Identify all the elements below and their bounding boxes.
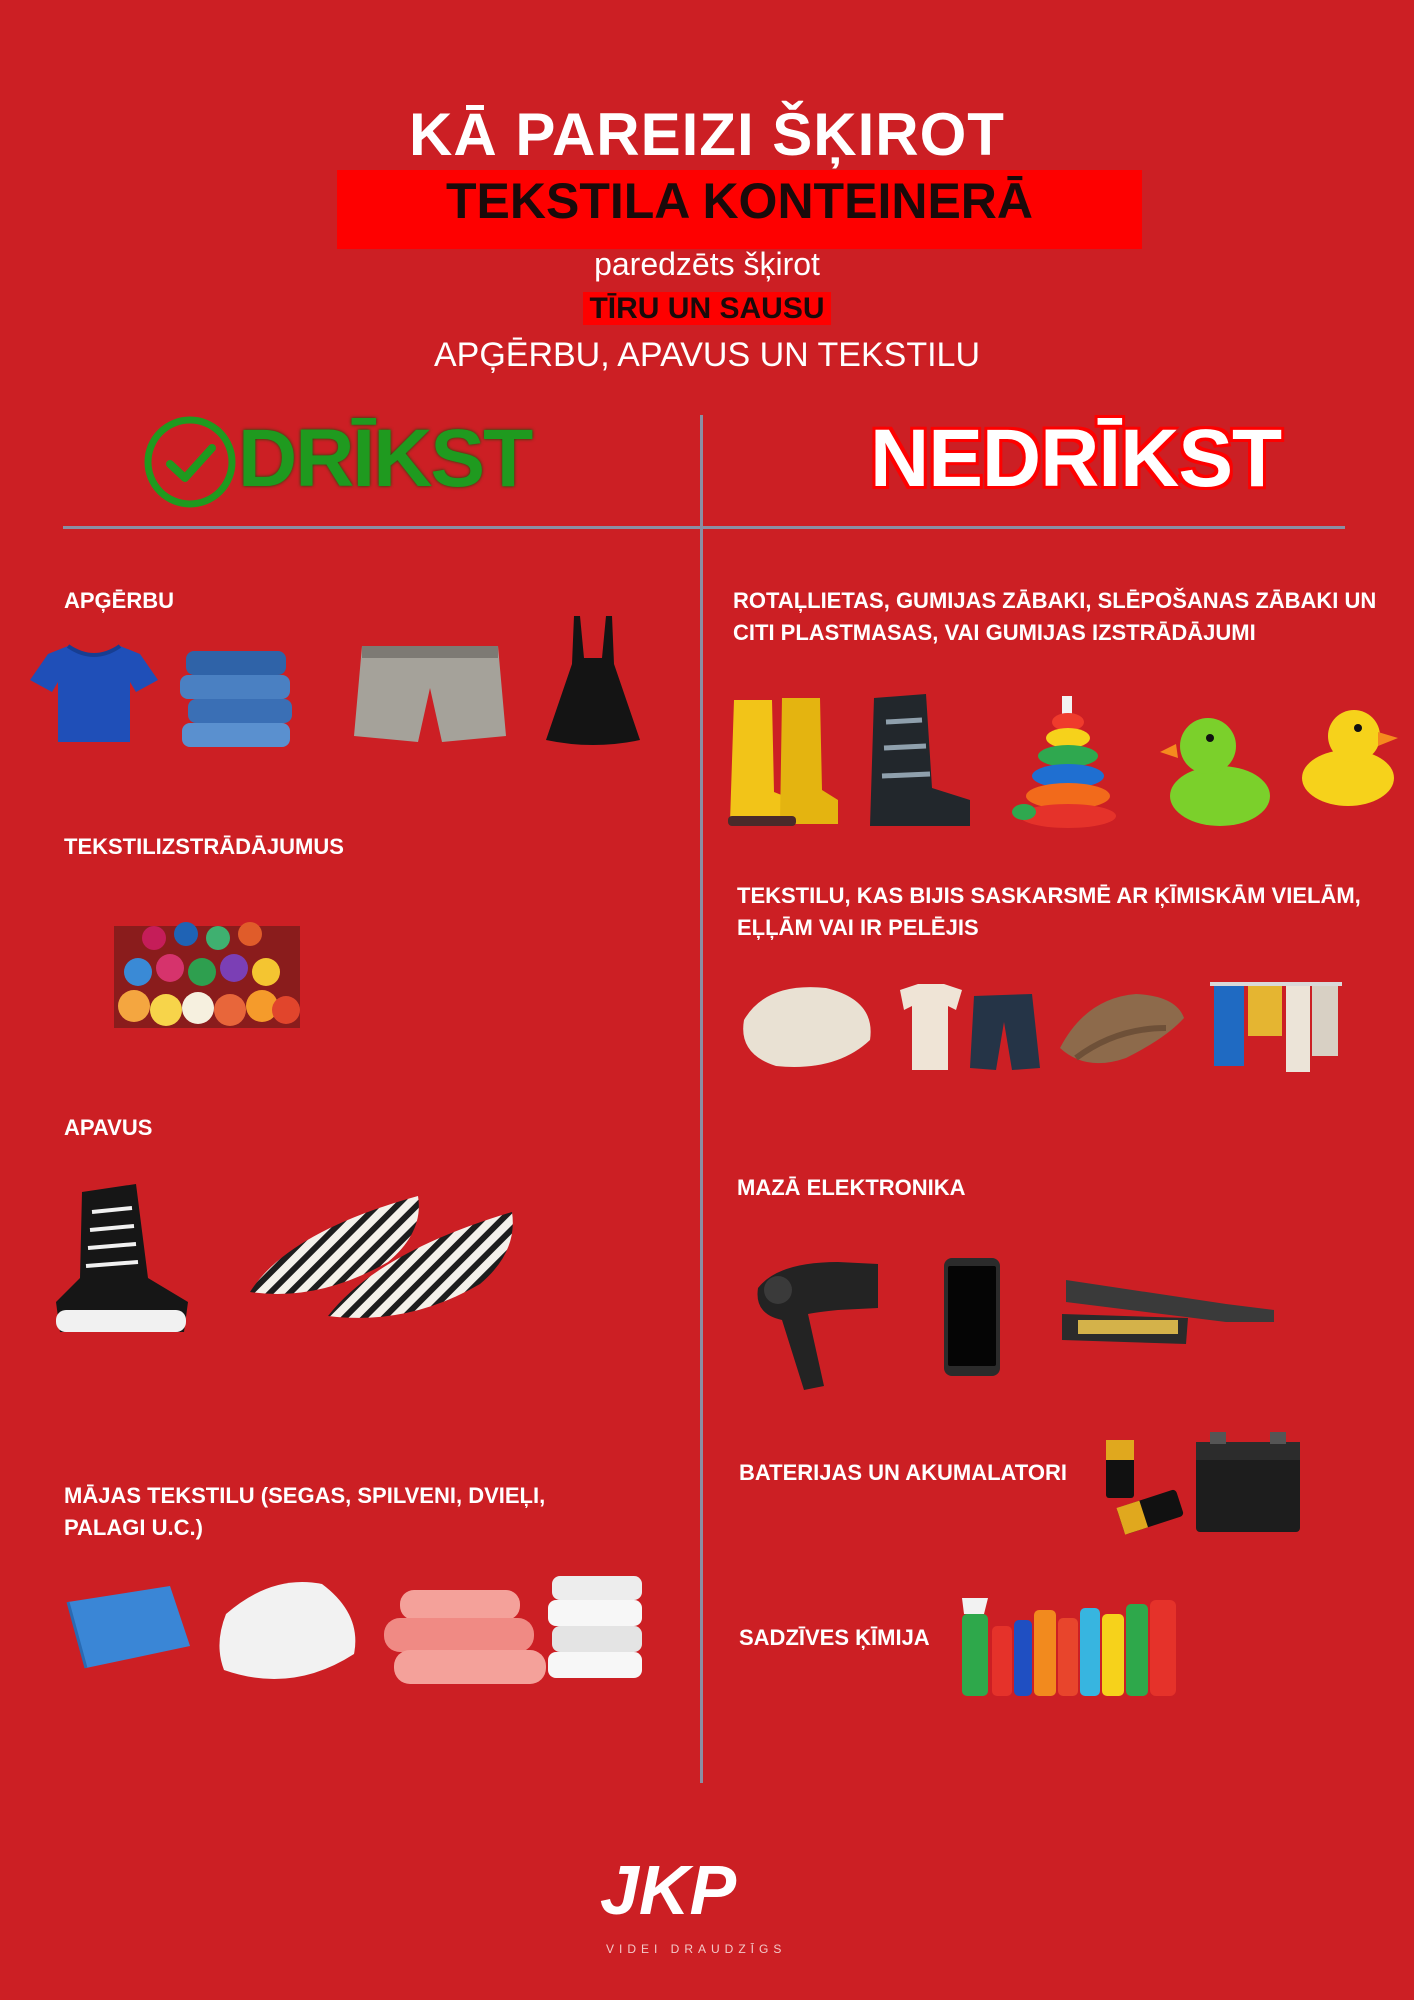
- section-label-chemicals: SADZĪVES ĶĪMIJA: [739, 1625, 930, 1650]
- section-label-batteries: BATERIJAS UN AKUMALATORI: [739, 1460, 1067, 1485]
- column-divider: [700, 415, 703, 1783]
- allowed-heading: DRĪKST: [238, 413, 532, 504]
- intro-highlight: TĪRU UN SAUSU: [583, 292, 830, 325]
- t-shirt-icon: [28, 640, 160, 745]
- section-label-home-textiles-1: MĀJAS TEKSTILU (SEGAS, SPILVENI, DVIEĻI,: [64, 1483, 546, 1508]
- jeans-icon: [178, 645, 298, 750]
- section-label-plastic-2: CITI PLASTMASAS, VAI GUMIJAS IZSTRĀDĀJUMI: [733, 620, 1256, 645]
- stained-clothes-icon: [894, 982, 1044, 1072]
- smartphone-icon: [942, 1256, 1002, 1378]
- striped-flats-icon: [248, 1192, 518, 1322]
- hair-dryer-icon: [748, 1258, 884, 1392]
- checkmark-icon: [142, 414, 238, 510]
- car-battery-icon: [1192, 1430, 1304, 1536]
- dirty-knit-icon: [736, 980, 878, 1072]
- dress-icon: [544, 614, 642, 746]
- brand-logo: JKP: [600, 1851, 737, 1929]
- fabric-rolls-icon: [114, 906, 300, 1028]
- intro-line-3: APĢĒRBU, APAVUS UN TEKSTILU: [433, 336, 981, 374]
- yellow-rubber-duck-icon: [1302, 706, 1398, 808]
- green-rubber-duck-icon: [1160, 712, 1270, 830]
- pillow-icon: [212, 1574, 366, 1690]
- aa-batteries-icon: [1100, 1436, 1186, 1536]
- section-label-shoes: APAVUS: [64, 1115, 153, 1140]
- section-label-home-textiles-2: PALAGI U.C.): [64, 1515, 203, 1540]
- shorts-icon: [352, 642, 508, 752]
- ski-boots-icon: [866, 692, 976, 832]
- page-subtitle: TEKSTILA KONTEINERĀ: [445, 173, 1034, 229]
- cleaning-bottles-icon: [958, 1590, 1180, 1698]
- rain-boots-icon: [724, 696, 840, 830]
- ring-stacker-icon: [1010, 694, 1124, 830]
- sneakers-icon: [52, 1182, 194, 1342]
- brand-tagline: VIDEI DRAUDZĪGS: [606, 1942, 787, 1956]
- section-label-plastic-1: ROTAĻLIETAS, GUMIJAS ZĀBAKI, SLĒPOŠANAS ZĀBAKI UN: [733, 588, 1377, 613]
- forbidden-heading: NEDRĪKST: [870, 413, 1282, 504]
- intro-line-1: paredzēts šķirot: [594, 246, 820, 282]
- section-label-textiles: TEKSTILIZSTRĀDĀJUMUS: [64, 834, 344, 859]
- section-label-contaminated-2: EĻĻĀM VAI IR PELĒJIS: [737, 915, 979, 940]
- dirty-gloves-icon: [1056, 988, 1188, 1072]
- section-label-clothing: APĢĒRBU: [64, 588, 175, 613]
- hair-straightener-icon: [1058, 1274, 1276, 1348]
- heading-divider: [63, 526, 1345, 529]
- section-label-electronics: MAZĀ ELEKTRONIKA: [737, 1175, 966, 1200]
- intro-line-2: [0, 292, 1414, 326]
- towels-icon: [380, 1584, 548, 1688]
- hanging-laundry-icon: [1208, 980, 1344, 1076]
- microfiber-cloth-icon: [60, 1582, 192, 1672]
- folded-sheets-icon: [546, 1572, 642, 1682]
- section-label-contaminated-1: TEKSTILU, KAS BIJIS SASKARSMĒ AR ĶĪMISKĀM VIELĀM,: [737, 883, 1361, 908]
- page-title: KĀ PAREIZI ŠĶIROT: [409, 101, 1005, 168]
